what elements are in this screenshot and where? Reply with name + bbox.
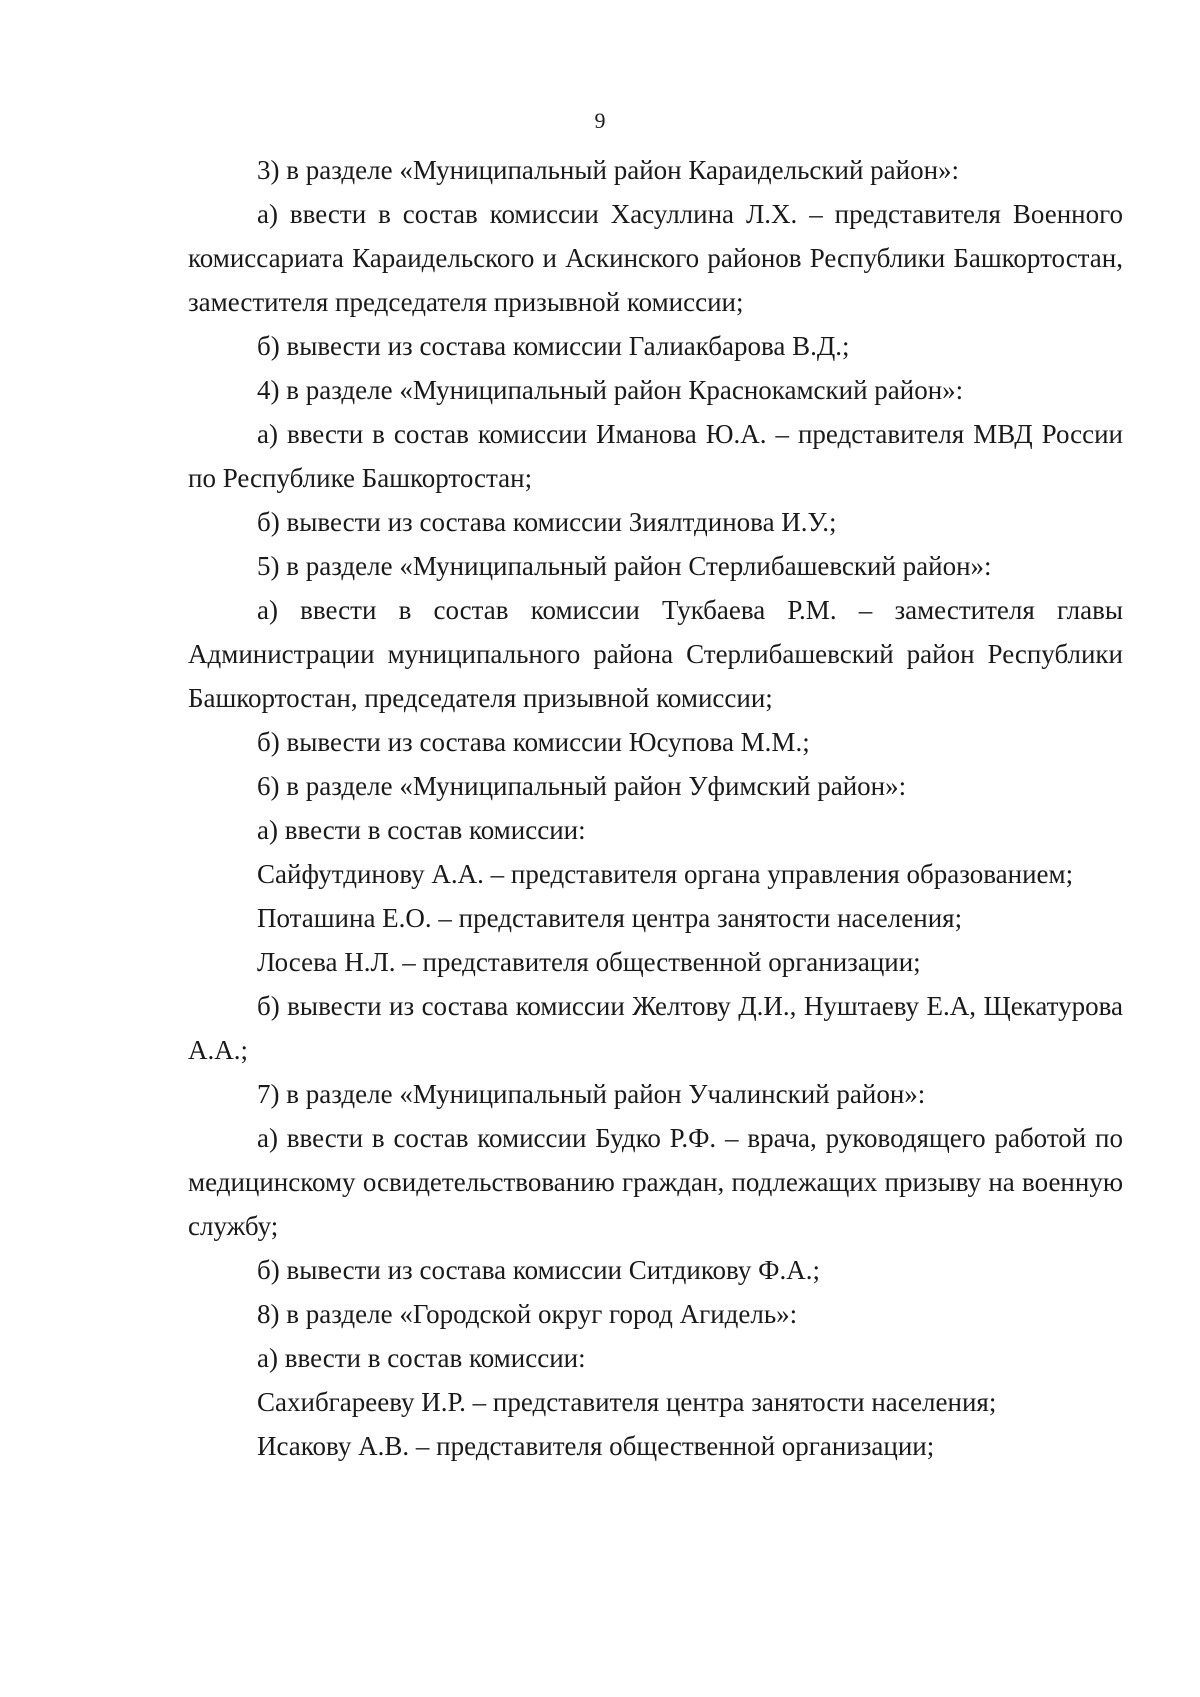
document-body [188, 148, 1123, 1468]
paragraph-section-6-remove: б) вывести из состава комиссии Желтову Д.И., Нуштаеву Е.А, Щекатурова А.А.; [188, 991, 1123, 1065]
paragraph-section-3-heading: 3) в разделе «Муниципальный район Караидельский район»: [257, 155, 960, 185]
paragraph-section-5-heading: 5) в разделе «Муниципальный район Стерлибашевский район»: [257, 551, 992, 581]
paragraph-section-6-heading: 6) в разделе «Муниципальный район Уфимский район»: [257, 771, 907, 801]
paragraph-section-4-add: а) ввести в состав комиссии Иманова Ю.А. – представителя МВД России по Республике Башкортостан; [188, 419, 1123, 493]
paragraph-section-7-heading: 7) в разделе «Муниципальный район Учалинский район»: [257, 1079, 926, 1109]
paragraph-section-8-member-2: Исакову А.В. – представителя общественной организации; [257, 1431, 935, 1461]
paragraph-section-6-member-1: Сайфутдинову А.А. – представителя органа управления образованием; [257, 859, 1074, 889]
paragraph-section-3-remove: б) вывести из состава комиссии Галиакбарова В.Д.; [257, 331, 850, 361]
paragraph-section-6-member-3: Лосева Н.Л. – представителя общественной организации; [257, 947, 921, 977]
paragraph-section-6-add: а) ввести в состав комиссии: [257, 815, 586, 845]
paragraph-section-4-heading: 4) в разделе «Муниципальный район Краснокамский район»: [257, 375, 964, 405]
paragraph-section-4-remove: б) вывести из состава комиссии Зиялтдинова И.У.; [257, 507, 837, 537]
paragraph-section-5-remove: б) вывести из состава комиссии Юсупова М.М.; [257, 727, 810, 757]
paragraph-section-5-add: а) ввести в состав комиссии Тукбаева Р.М. – заместителя главы Администрации муниципального района Стерлибашевский район Республики Башкортостан, председателя призывной комиссии; [188, 595, 1123, 713]
paragraph-section-8-member-1: Сахибгарееву И.Р. – представителя центра занятости населения; [257, 1387, 997, 1417]
paragraph-section-8-heading: 8) в разделе «Городской округ город Агидель»: [257, 1299, 798, 1329]
paragraph-section-6-member-2: Поташина Е.О. – представителя центра занятости населения; [257, 903, 963, 933]
paragraph-section-7-add: а) ввести в состав комиссии Будко Р.Ф. – врача, руководящего работой по медицинскому освидетельствованию граждан, подлежащих призыву на военную службу; [188, 1123, 1123, 1241]
page-number: 9 [594, 108, 606, 133]
paragraph-section-8-add: а) ввести в состав комиссии: [257, 1343, 586, 1373]
paragraph-section-7-remove: б) вывести из состава комиссии Ситдикову Ф.А.; [257, 1255, 820, 1285]
paragraph-section-3-add: а) ввести в состав комиссии Хасуллина Л.Х. – представителя Военного комиссариата Караидельского и Аскинского районов Республики Башкортостан, заместителя председателя призывной комиссии; [188, 199, 1123, 317]
